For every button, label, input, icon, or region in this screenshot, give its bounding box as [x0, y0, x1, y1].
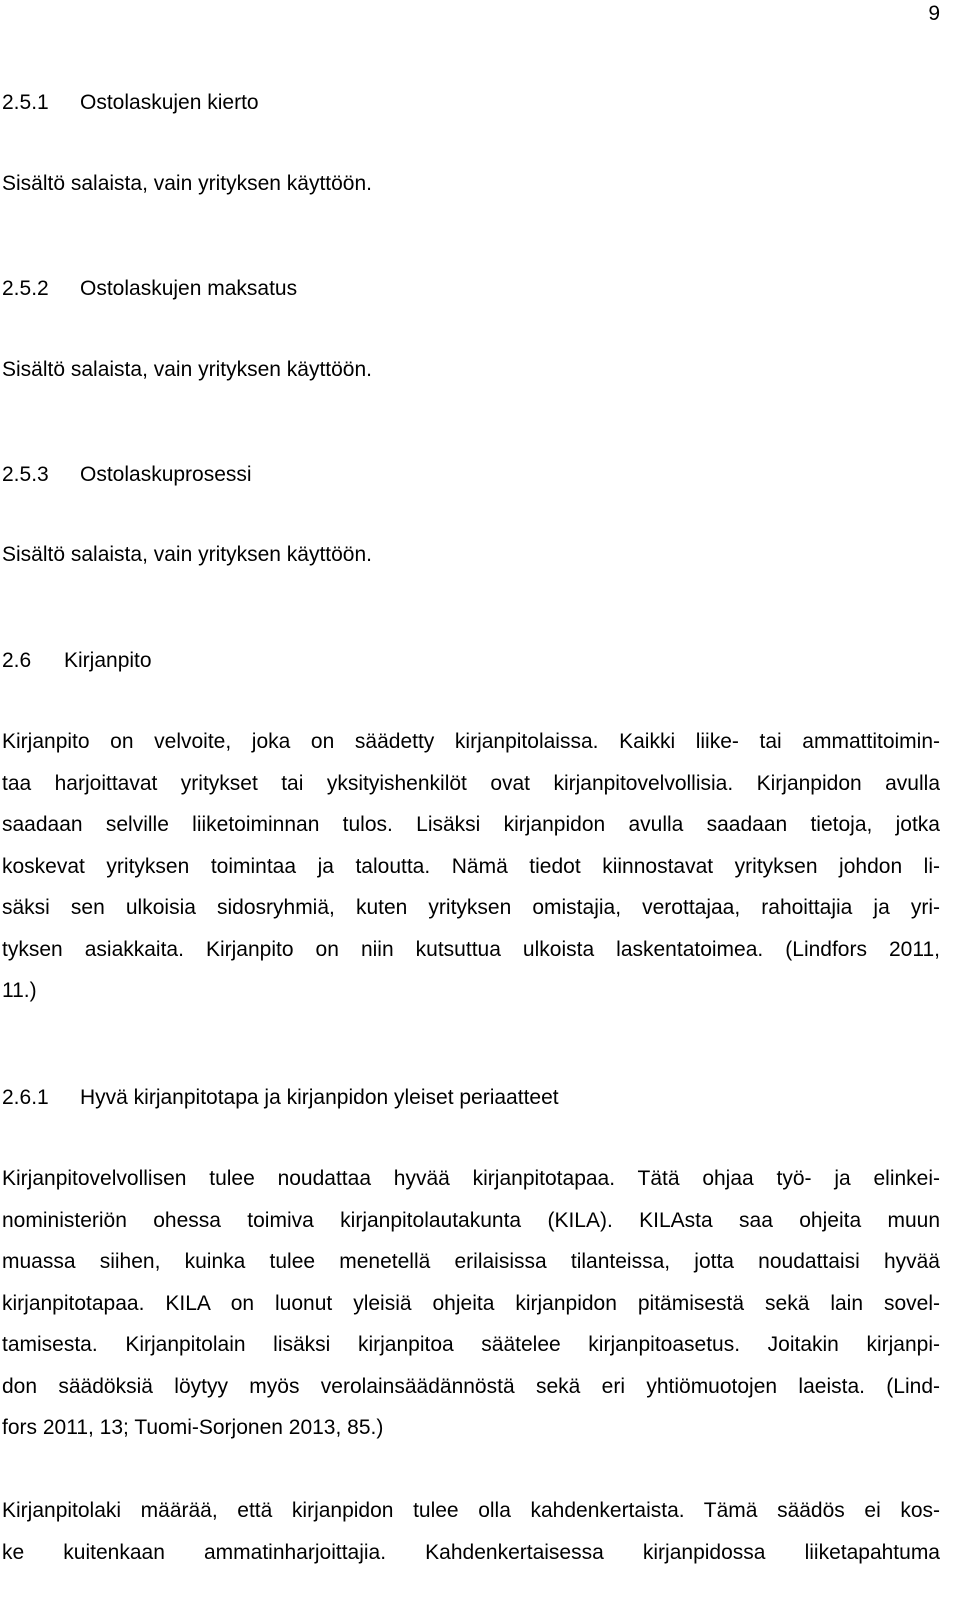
heading-2-5-3: [2, 462, 940, 488]
paragraph-line: fors 2011, 13; Tuomi-Sorjonen 2013, 85.): [2, 1416, 384, 1439]
heading-2-6-1: [2, 1085, 940, 1111]
paragraph-kirjanpito: [2, 721, 940, 1012]
heading-title: Ostolaskujen maksatus: [80, 277, 298, 300]
page-number: 9: [928, 2, 940, 25]
heading-2-6: [2, 648, 940, 674]
paragraph-line: tyksen asiakkaita. Kirjanpito on niin kutsuttua ulkoista laskentatoimea. (Lindfors 2011,: [2, 937, 940, 961]
paragraph-line: Kirjanpito on velvoite, joka on säädetty kirjanpitolaissa. Kaikki liike- tai ammattitoimin-: [2, 730, 940, 753]
paragraph-line: Kirjanpitovelvollisen tulee noudattaa hyvää kirjanpitotapaa. Tätä ohjaa työ- ja elinkei-: [2, 1167, 940, 1190]
paragraph-line: muassa siihen, kuinka tulee menetellä erilaisissa tilanteissa, jotta noudattaisi hyvää: [2, 1250, 940, 1273]
heading-number: 2.5.2: [2, 277, 49, 300]
paragraph-kahdenkertainen: [2, 1490, 940, 1573]
paragraph-line: 11.): [2, 979, 37, 1002]
heading-title: Ostolaskujen kierto: [80, 91, 259, 114]
heading-title: Kirjanpito: [64, 649, 152, 672]
paragraph-line: koskevat yrityksen toimintaa ja taloutta. Nämä tiedot kiinnostavat yrityksen johdon li-: [2, 854, 940, 878]
heading-title: Ostolaskuprosessi: [80, 463, 252, 486]
paragraph-line: ke kuitenkaan ammatinharjoittajia. Kahdenkertaisessa kirjanpidossa liiketapahtuma: [2, 1540, 940, 1564]
paragraph-hyva-kirjanpitotapa: [2, 1158, 940, 1449]
paragraph-line: tamisesta. Kirjanpitolain lisäksi kirjanpitoa säätelee kirjanpitoasetus. Joitakin kirjanpi-: [2, 1333, 940, 1356]
heading-2-5-1: [2, 90, 940, 116]
paragraph-line: kirjanpitotapaa. KILA on luonut yleisiä ohjeita kirjanpidon pitämisestä sekä lain sovel-: [2, 1291, 940, 1315]
heading-2-5-2: [2, 276, 940, 302]
heading-number: 2.6.1: [2, 1086, 49, 1109]
heading-number: 2.5.1: [2, 91, 49, 114]
paragraph-line: Kirjanpitolaki määrää, että kirjanpidon tulee olla kahdenkertaista. Tämä säädös ei kos-: [2, 1499, 940, 1522]
heading-number: 2.5.3: [2, 463, 49, 486]
heading-title: Hyvä kirjanpitotapa ja kirjanpidon yleiset periaatteet: [80, 1086, 559, 1109]
paragraph-line: taa harjoittavat yritykset tai yksityishenkilöt ovat kirjanpitovelvollisia. Kirjanpidon avulla: [2, 771, 940, 795]
paragraph-line: säksi sen ulkoisia sidosryhmiä, kuten yrityksen omistajia, verottajaa, rahoittajia ja yri-: [2, 896, 940, 919]
paragraph-line: don säädöksiä löytyy myös verolainsäädännöstä sekä eri yhtiömuotojen laeista. (Lind-: [2, 1374, 940, 1398]
heading-number: 2.6: [2, 649, 32, 672]
paragraph-line: noministeriön ohessa toimiva kirjanpitolautakunta (KILA). KILAsta saa ohjeita muun: [2, 1208, 940, 1232]
section-body-text: Sisältö salaista, vain yrityksen käyttöön.: [2, 172, 373, 195]
section-body-text: Sisältö salaista, vain yrityksen käyttöön.: [2, 543, 373, 566]
paragraph-line: saadaan selville liiketoiminnan tulos. Lisäksi kirjanpidon avulla saadaan tietoja, jotka: [2, 813, 940, 836]
section-body-text: Sisältö salaista, vain yrityksen käyttöön.: [2, 358, 373, 381]
